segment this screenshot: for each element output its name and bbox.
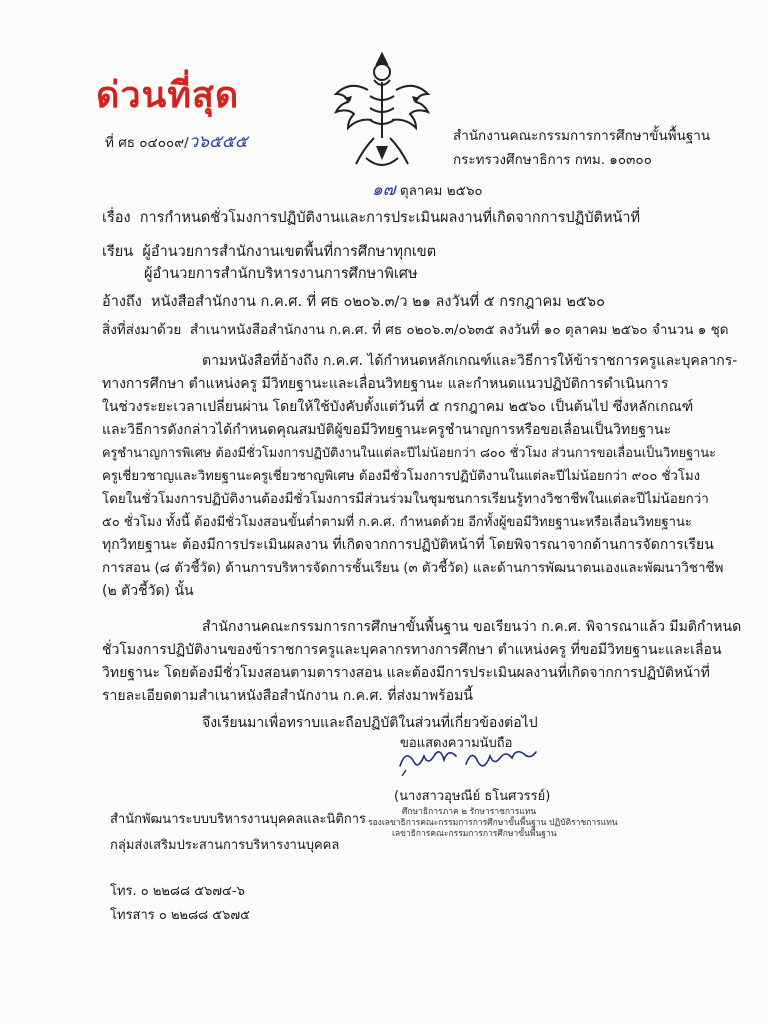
footer-office: สำนักพัฒนาระบบบริหารงานบุคคลและนิติการ: [110, 812, 367, 827]
date-day-handwritten: ๑๗: [372, 180, 396, 200]
para1-line: โดยในชั่วโมงการปฏิบัติงานต้องมีชั่วโมงการมีส่วนร่วมในชุมชนการเรียนรู้ทางวิชาชีพในแต่ละปีไม่น้อยกว่า: [102, 492, 709, 507]
signatory-title-1: ศึกษาธิการภาค ๒ รักษาราชการแทน: [402, 807, 537, 817]
enclosure-label: สิ่งที่ส่งมาด้วย: [102, 322, 182, 338]
signatory-title-2: รองเลขาธิการคณะกรรมการการศึกษาขั้นพื้นฐาน ปฏิบัติราชการแทน: [368, 818, 618, 828]
garuda-emblem-icon: [330, 46, 434, 174]
ref-label: อ้างถึง: [102, 294, 142, 310]
handwritten-signature: [396, 738, 546, 778]
to-recipient-2: ผู้อำนวยการสำนักบริหารงานการศึกษาพิเศษ: [144, 266, 418, 282]
reference-number: [105, 128, 248, 155]
closing-text: จึงเรียนมาเพื่อทราบและถือปฏิบัติในส่วนที่เกี่ยวข้องต่อไป: [202, 715, 538, 731]
footer-tel: โทร. ๐ ๒๒๘๘ ๕๖๗๔-๖: [110, 884, 245, 899]
org-address: กระทรวงศึกษาธิการ กทม. ๑๐๓๐๐: [453, 152, 652, 168]
para1-line: การสอน (๘ ตัวชี้วัด) ด้านการบริหารจัดการชั้นเรียน (๓ ตัวชี้วัด) และด้านการพัฒนาตนเองและพัฒนาวิชาชีพ: [102, 561, 724, 576]
para2-line: วิทยฐานะ โดยต้องมีชั่วโมงสอนตามตารางสอน และต้องมีการประเมินผลงานที่เกิดจากการปฏิบัติหน้าที่: [102, 665, 710, 681]
to-row: [102, 240, 436, 263]
subject-text: การกำหนดชั่วโมงการปฏิบัติงานและการประเมินผลงานที่เกิดจากการปฏิบัติหน้าที่: [139, 210, 641, 226]
para1-line: ครูชำนาญการพิเศษ ต้องมีชั่วโมงการปฏิบัติงานในแต่ละปีไม่น้อยกว่า ๘๐๐ ชั่วโมง ส่วนการขอเลื่อนเป็นวิทยฐานะ: [102, 446, 716, 461]
enclosure-row: [102, 318, 729, 340]
para2-line: รายละเอียดตามสำเนาหนังสือสำนักงาน ก.ค.ศ. ที่ส่งมาพร้อมนี้: [102, 688, 473, 704]
ref-row: [102, 290, 605, 313]
para1-line: และวิธีการดังกล่าวได้กำหนดคุณสมบัติผู้ขอมีวิทยฐานะครูชำนาญการหรือขอเลื่อนเป็นวิทยฐานะ: [102, 422, 672, 438]
para1-line: ครูเชี่ยวชาญและวิทยฐานะครูเชี่ยวชาญพิเศษ ต้องมีชั่วโมงการปฏิบัติงานในแต่ละปีไม่น้อยกว่า ๙๐๐ ชั่วโมง: [102, 469, 701, 484]
signatory-title-3: เลขาธิการคณะกรรมการการศึกษาขั้นพื้นฐาน: [392, 829, 557, 839]
org-name: สำนักงานคณะกรรมการการศึกษาขั้นพื้นฐาน: [453, 128, 711, 144]
date: [372, 176, 483, 203]
signatory-name: (นางสาวอุษณีย์ ธโนศวรรย์): [394, 789, 551, 804]
ref-text: หนังสือสำนักงาน ก.ค.ศ. ที่ ศธ ๐๒๐๖.๓/ว ๒๑ ลงวันที่ ๕ กรกฎาคม ๒๕๖๐: [151, 294, 605, 310]
para2-line: ชั่วโมงการปฏิบัติงานของข้าราชการครูและบุคลากรทางการศึกษา ตำแหน่งครู ที่ขอมีวิทยฐานะและเลื่อน: [102, 642, 722, 658]
reference-prefix: ที่ ศธ ๐๔๐๐๙/: [105, 135, 189, 151]
urgent-label: ด่วนที่สุด: [96, 75, 240, 115]
reference-handwritten: ว๖๕๕๕: [188, 132, 248, 152]
para2-line: สำนักงานคณะกรรมการการศึกษาขั้นพื้นฐาน ขอเรียนว่า ก.ค.ศ. พิจารณาแล้ว มีมติกำหนด: [202, 619, 742, 635]
para1-line: ทางการศึกษา ตำแหน่งครู มีวิทยฐานะและเลื่อนวิทยฐานะ และกำหนดแนวปฏิบัติการดำเนินการ: [102, 376, 669, 392]
regards-text: ขอแสดงความนับถือ: [400, 736, 513, 751]
footer-fax: โทรสาร ๐ ๒๒๘๘ ๕๖๗๕: [110, 908, 250, 923]
to-recipient-1: ผู้อำนวยการสำนักงานเขตพื้นที่การศึกษาทุกเขต: [142, 244, 437, 260]
para1-line: ๕๐ ชั่วโมง ทั้งนี้ ต้องมีชั่วโมงสอนขั้นต่ำตามที่ ก.ค.ศ. กำหนดด้วย อีกทั้งผู้ขอมีวิทยฐานะหรือเลื่อนวิทยฐานะ: [102, 515, 692, 530]
para1-line: ตามหนังสือที่อ้างถึง ก.ค.ศ. ได้กำหนดหลักเกณฑ์และวิธีการให้ข้าราชการครูและบุคลากร-: [202, 353, 738, 369]
to-label: เรียน: [102, 244, 134, 260]
enclosure-text: สำเนาหนังสือสำนักงาน ก.ค.ศ. ที่ ศธ ๐๒๐๖.๓/๐๖๓๕ ลงวันที่ ๑๐ ตุลาคม ๒๕๖๐ จำนวน ๑ ชุด: [189, 322, 729, 338]
footer-group: กลุ่มส่งเสริมประสานการบริหารงานบุคคล: [110, 838, 340, 853]
date-month-year: ตุลาคม ๒๕๖๐: [399, 183, 483, 199]
subject-row: [102, 206, 640, 229]
para1-line: (๒ ตัวชี้วัด) นั้น: [102, 583, 194, 599]
para1-line: ในช่วงระยะเวลาเปลี่ยนผ่าน โดยให้ใช้บังคับตั้งแต่วันที่ ๕ กรกฎาคม ๒๕๖๐ เป็นต้นไป ซึ่งหลักเกณฑ์: [102, 399, 694, 415]
para1-line: ทุกวิทยฐานะ ต้องมีการประเมินผลงาน ที่เกิดจากการปฏิบัติหน้าที่ โดยพิจารณาจากด้านการจัดการเรียน: [102, 537, 714, 553]
subject-label: เรื่อง: [102, 210, 131, 226]
